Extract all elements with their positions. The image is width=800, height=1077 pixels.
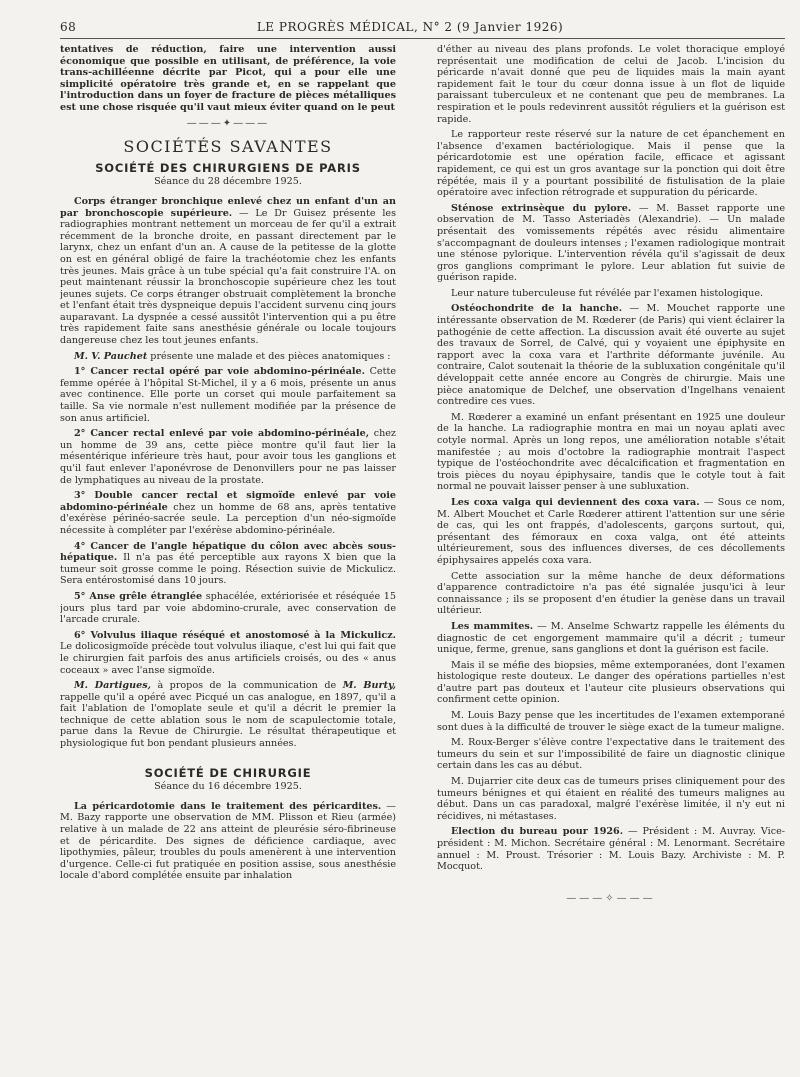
left-column [60, 44, 396, 1064]
case-text: Cette femme opérée à l'hôpital St-Michel, il y a 6 mois, présente un anus avec continence. Elle porte un corset qui moule parfaitement sa taille. Sa vie normale n'est nullement modifiée par la présence de son anus artificiel. [60, 366, 396, 424]
article-text: rappelle qu'il a opéré avec Picqué un cas analogue, en 1897, qu'il a fait l'ablation de l'omoplate seule et qu'il a décrit le premier la technique de cette ablation sous le nom de scapulectomie totale, parue dans la Revue de Chirurgie. Le résultat thérapeutique et physiologique fut bon pendant plusieurs années. [60, 691, 396, 750]
article-text: — M. Anselme Schwartz rappelle les éléments du diagnostic de cet engorgement mammaire qu'il a décrit ; tumeur unique, ferme, grenue, sans ganglions et dont la guérison est facile. [437, 620, 785, 656]
section-title: SOCIÉTÉS SAVANTES [123, 137, 333, 157]
article-paragraph [437, 826, 785, 872]
session-date: Séance du 28 décembre 1925. [154, 176, 302, 188]
article-paragraph [60, 801, 396, 882]
case-item [60, 490, 396, 536]
article-paragraph: d'éther au niveau des plans profonds. Le volet thoracique employé représentait une modification de celui de Jacob. L'incision du péricarde n'avait donné que peu de liquides mais la main ayant rapidement fait le tour du cœur donna issue à un flot de liquide paraissant tuberculeux et ne contenant que peu de membranes. La respiration et le pouls redevinrent aussitôt réguliers et la guérison est rapide. [437, 44, 785, 125]
case-heading: 5° Anse grêle étranglée [74, 590, 203, 602]
case-text: Le dolicosigmoïde précède tout volvulus iliaque, c'est lui qui fait que le chirurgien fait parfois des anus artificiels croisés, ou des « anus coceaux » avec l'anse sigmoïde. [60, 641, 396, 676]
article-paragraph [60, 196, 396, 347]
article-paragraph [437, 203, 785, 284]
intro-paragraph: tentatives de réduction, faire une intervention aussi économique que possible en utilisant, de préférence, la voie trans-achilléenne décrite par Picot, qui a pour elle une simplicité opératoire très grande et, en se rappelant que l'introduction dans un foyer de fracture de pièces métalliques est une chose risquée qu'il vaut mieux éviter quand on le peut [60, 44, 396, 113]
article-text: — M. Basset rapporte une observation de M. Tasso Asteriadès (Alexandrie). — Un malade présentait des vomissements répétés avec résidu alimentaire s'accompagnant de douleurs intenses ; l'examen radiologique montrait une sténose pylorique. L'intervention révéla qu'il s'agissait de deux gros ganglions comprimant le pylore. Leur ablation fut suivie de guérison rapide. [437, 202, 785, 284]
case-item [60, 428, 396, 486]
page-number: 68 [60, 20, 77, 34]
article-paragraph [437, 621, 785, 656]
running-header [60, 20, 760, 38]
article-paragraph: Le rapporteur reste réservé sur la nature de cet épanchement en l'absence d'examen bactériologique. Mais il pense que la péricardotomie est une opération facile, efficace et agissant rapidement, ce qui est un gros avantage sur la ponction qui doit être répétée, mais il y a pourtant possibilité de fistulisation de la plaie opératoire avec infection rétrograde et suppuration du péricarde. [437, 129, 785, 199]
case-heading: 2° Cancer rectal enlevé par voie abdomino-périnéale, [74, 428, 370, 440]
case-heading: 1° Cancer rectal opéré par voie abdomino-périnéale. [74, 366, 365, 378]
article-paragraph [437, 497, 785, 567]
article-text: à propos de la communication de [150, 680, 343, 692]
case-item [60, 630, 396, 676]
author-name: M. Burty, [342, 680, 396, 692]
article-heading: Sténose extrinsèque du pylore. [451, 202, 632, 214]
article-paragraph [60, 351, 396, 363]
article-heading: Ostéochondrite de la hanche. [451, 303, 623, 315]
case-heading: 6° Volvulus iliaque réséqué et anostomosé à la Mickulicz. [74, 629, 396, 641]
author-name: M. V. Pauchet [74, 350, 148, 362]
article-text: — Président : M. Auvray. Vice-président : M. Michon. Secrétaire général : M. Lenormant. Secrétaire annuel : M. Proust. Trésorier : M. Louis Bazy. Archiviste : M. P. Mocquot. [437, 826, 785, 873]
article-text: présente une malade et des pièces anatomiques : [147, 350, 391, 362]
article-paragraph: M. Dujarrier cite deux cas de tumeurs prises cliniquement pour des tumeurs bénignes et qui étaient en réalité des tumeurs malignes au début. Dans un cas paradoxal, malgré l'exérèse limitée, il n'y eut ni récidives, ni métastases. [437, 776, 785, 822]
case-item [60, 366, 396, 424]
article-paragraph [60, 680, 396, 750]
article-paragraph: M. Louis Bazy pense que les incertitudes de l'examen extemporané sont dues à la difficulté de trouver le siège exact de la tumeur maligne. [437, 710, 785, 733]
article-paragraph: Cette association sur la même hanche de deux déformations d'apparence contradictoire n'a pas été signalée jusqu'ici à leur connaissance ; ils se proposent d'en étudier la genèse dans un travail ultérieur. [437, 570, 785, 617]
author-name: M. Dartigues, [74, 680, 151, 692]
article-heading: Les coxa valga qui deviennent des coxa vara. [451, 496, 700, 508]
header-rule [60, 38, 785, 39]
article-text: — M. Bazy rapporte une observation de MM. Plisson et Rieu (armée) relative à un malade de 22 ans atteint de pleurésie séro-fibrineuse et de péricardite. Des signes de déficience cardiaque, avec lipothymies, pâleur, troubles du pouls amenèrent à une intervention d'urgence. Celle-ci fut pratiquée en position assise, sous anesthésie locale d'abord complétée ensuite par inhalation [60, 800, 396, 882]
article-paragraph: M. Rœderer a examiné un enfant présentant en 1925 une douleur de la hanche. La radiographie montra en mai un noyau aplati avec cotyle normal. Après un long repos, une amélioration notable s'était manifestée ; au mois d'octobre la radiographie montrait l'aspect typique de l'ostéochondrite avec décalcification et fragmentation en trois pièces du noyau épiphysaire, tandis que le cotyle tout à fait normal ne pouvait laisser penser à une subluxation. [437, 411, 785, 493]
running-title: LE PROGRÈS MÉDICAL, N° 2 (9 Janvier 1926) [256, 20, 564, 34]
case-text: Il n'a pas été perceptible aux rayons X bien que la tumeur soit grosse comme le poing. Résection suivie de Mickulicz. Sera entérostomisé dans 10 jours. [60, 552, 396, 587]
right-column [437, 44, 785, 1064]
article-heading: Corps étranger bronchique enlevé chez un enfant d'un an par bronchoscopie supérieure. [60, 195, 396, 219]
article-text: — Le Dr Guisez présente les radiographies montrant nettement un morceau de fer qu'il a extrait récemment de la bronche droite, en passant directement par le larynx, chez un enfant d'un an. A cause de la petitesse de la glotte on est en général obligé de faire la trachéotomie chez les enfants très jeunes. Mais grâce à un tube spécial qu'a fait construire l'A. on peut maintenant réussir la bronchoscopie supérieure chez les tout jeunes sujets. Ce corps étranger obstruait complètement la bronche et l'enfant était très dyspneique depuis l'accident survenu cinq jours auparavant. La dyspnée a cessé aussitôt l'intervention qui a pu être très rapidement faite sans anesthésie générale ou locale toujours dangereuse chez les tout jeunes enfants. [60, 207, 396, 347]
article-text: — M. Mouchet rapporte une intéressante observation de M. Rœderer (de Paris) qui vient éclairer la pathogénie de cette affection. La discussion avait été ouverte au sujet des travaux de Sorrel, de Calvé, qui y voyaient une épiphysite en rapport avec la coxa vara et l'arthrite déformante juvénile. Au contraire, Calot soutenait la théorie de la subluxation congénitale qu'il développait cette année encore au Congrès de chirurgie. Mais une pièce anatomique de Delchef, une observation d'Ingelhans venaient contredire ces vues. [437, 303, 785, 408]
society-title: SOCIÉTÉ DE CHIRURGIE [144, 765, 312, 780]
case-text: chez un homme de 68 ans, après tentative d'exérèse périnéo-sacrée seule. La perception d'un néo-sigmoïde nécessite à compléter par l'exérèse abdomino-périnéale. [60, 501, 396, 536]
article-paragraph: M. Roux-Berger s'élève contre l'expectative dans le traitement des tumeurs du sein et sur l'impossibilité de faire un diagnostic clinique certain dans les cas au début. [437, 737, 785, 772]
ornament-divider: ———✦——— [186, 117, 270, 129]
society-title: SOCIÉTÉ DES CHIRURGIENS DE PARIS [95, 160, 361, 175]
article-heading: La péricardotomie dans le traitement des péricardites. [74, 800, 382, 812]
article-heading: Election du bureau pour 1926. [451, 826, 624, 838]
ornament-divider: ———✧——— [566, 892, 656, 904]
case-item [60, 541, 396, 587]
case-text: sphacélée, extériorisée et réséquée 15 jours plus tard par voie abdomino-crurale, avec conservation de l'arcade crurale. [60, 590, 396, 626]
article-paragraph [437, 303, 785, 407]
case-heading: 4° Cancer de l'angle hépatique du côlon avec abcès sous-hépatique. [60, 540, 396, 564]
article-paragraph: Mais il se méfie des biopsies, même extemporanées, dont l'examen histologique reste douteux. Le danger des opérations partielles n'est d'autre part pas douteux et l'auteur cite plusieurs observations qui confirment cette opinion. [437, 659, 785, 706]
article-paragraph: Leur nature tuberculeuse fut révélée par l'examen histologique. [451, 287, 764, 299]
article-text: — Sous ce nom, M. Albert Mouchet et Carle Rœderer attirent l'attention sur une série de cas, qui les ont frappés, d'adolescents, garçons surtout, qui, présentant des fémoraux en coxa valga, ont été atteints ultérieurement, sous des influences diverses, de ces décollements épiphysaires appelés coxa vara. [437, 496, 785, 566]
session-date: Séance du 16 décembre 1925. [154, 781, 302, 793]
case-item [60, 591, 396, 626]
case-heading: 3° Double cancer rectal et sigmoïde enlevé par voie abdomino-périnéale [60, 490, 396, 513]
article-heading: Les mammites. [451, 620, 534, 632]
case-text: chez un homme de 39 ans, cette pièce montre qu'il faut lier la mésentérique inférieure très haut, pour avoir tous les ganglions et qu'il faut enlever l'aponévrose de Denonvillers pour ne pas laisser de lymphatiques au niveau de la prostate. [60, 428, 396, 486]
